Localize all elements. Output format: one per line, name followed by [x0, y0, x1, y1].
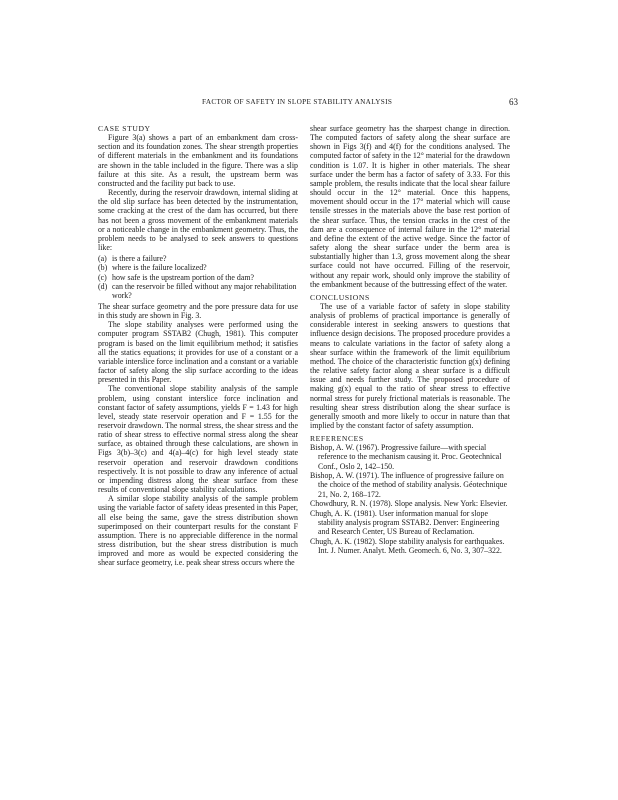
- right-column: [310, 124, 510, 556]
- question-item: (c) how safe is the upstream portion of the dam?: [98, 272, 254, 282]
- body-paragraph: A similar slope stability analysis of the sample problem using the variable factor of safety ideas presented in this Paper, all else being the same, gave the stress distribution shown superimposed on their counterpart results for the constant F assumption. There is no appreciable difference in the normal stress distribution, but the shear stress distribution is much improved and more as would be expected considering the shear surface geometry, i.e. peak shear stress occurs where the: [98, 494, 298, 568]
- body-paragraph: The shear surface geometry and the pore pressure data for use in this study are shown in Fig. 3.: [98, 301, 298, 321]
- body-paragraph: The conventional slope stability analysis of the sample problem, using constant interslice force inclination and constant factor of safety assumptions, yields F = 1.43 for high level, steady state reservoir operation and F = 1.55 for the reservoir drawdown. The normal stress, the shear stress and the ratio of shear stress to effective normal stress along the shear surface, as obtained through these calculations, are shown in Figs 3(b)–3(c) and 4(a)–4(c) for high level steady state reservoir operation and reservoir drawdown conditions respectively. It is not possible to draw any inference of actual or impending distress along the shear surface from these results of conventional slope stability calculations.: [98, 384, 298, 495]
- reference-item: Chugh, A. K. (1982). Slope stability analysis for earthquakes. Int. J. Numer. Analyt. Meth. Geomech. 6, No. 3, 307–322.: [310, 536, 505, 556]
- question-item: (b) where is the failure localized?: [98, 263, 207, 273]
- page-header: [98, 98, 518, 112]
- reference-item: Chugh, A. K. (1981). User information manual for slope stability analysis program SSTAB2. Denver: Engineering and Research Center, US Bureau of Reclamation.: [310, 508, 500, 537]
- page-number: 63: [509, 97, 518, 107]
- body-paragraph: Figure 3(a) shows a part of an embankment dam cross-section and its foundation zones. The shear strength properties of different materials in the embankment and its foundations are shown in the table included in the figure. There was a slip failure at this site. As a result, the upstream berm was constructed and the facility put back to use.: [98, 133, 298, 188]
- reference-list: [310, 443, 510, 555]
- references-heading: REFERENCES: [310, 434, 364, 444]
- reference-item: Bishop, A. W. (1967). Progressive failure—with special reference to the mechanism causing it. Proc. Geotechnical Conf., Oslo 2, 142–150.: [310, 443, 502, 471]
- conclusions-heading: CONCLUSIONS: [310, 292, 370, 302]
- running-title: FACTOR OF SAFETY IN SLOPE STABILITY ANALYSIS: [202, 98, 393, 106]
- reference-item: Chowdhury, R. N. (1978). Slope analysis. New York: Elsevier.: [310, 499, 508, 509]
- reference-item: Bishop, A. W. (1971). The influence of progressive failure on the choice of the method of stability analysis. Géotechnique 21, No. 2, 168–172.: [310, 471, 508, 499]
- body-paragraph: Recently, during the reservoir drawdown, internal sliding at the old slip surface has been detected by the instrumentation, some cracking at the crest of the dam has occurred, but there has not been a gross movement of the embankment materials or a noticeable change in the embankment geometry. Thus, the problem needs to be analysed to seek answers to questions like:: [98, 188, 298, 253]
- left-column: [98, 124, 298, 568]
- body-paragraph: shear surface geometry has the sharpest change in direction. The computed factors of safety along the shear surface are shown in Figs 3(f) and 4(f) for the conditions analysed. The computed factor of safety in the 12° material for the drawdown condition is 1.07. It is higher in other materials. The shear surface under the berm has a factor of safety of 3.33. For this sample problem, the results indicate that the local shear failure should occur in the 12° material. Once this happens, movement should occur in the 17° material which will cause tensile stresses in the materials above the base rest portion of the shear surface. Thus, the tension cracks in the crest of the dam are a consequence of internal failure in the 12° material and define the extent of the active wedge. Since the factor of safety along the shear surface under the berm area is substantially higher than 1.3, gross movement along the shear surface could not have occurred. Filling of the reservoir, without any repair work, should only improve the stability of the embankment because of the buttressing effect of the water.: [310, 124, 510, 289]
- case-study-heading: CASE STUDY: [98, 124, 151, 133]
- question-list: [98, 254, 298, 300]
- question-item: (a) is there a failure?: [98, 254, 167, 264]
- question-item: (d) can the reservoir be filled without any major rehabilitation work?: [98, 281, 297, 300]
- body-paragraph: The slope stability analyses were performed using the computer program SSTAB2 (Chugh, 1981). This computer program is based on the limit equilibrium method; it satisfies all the statics equations; it provides for use of a constant or a variable interslice force inclination and a constant or a variable factor of safety along the slip surface according to the ideas presented in this Paper.: [98, 320, 298, 385]
- body-paragraph: The use of a variable factor of safety in slope stability analysis of problems of practical importance is generally of considerable interest in seeking answers to questions that influence design decisions. The proposed procedure provides a means to calculate variations in the factor of safety along a shear surface within the framework of the limit equilibrium method. The choice of the characteristic function g(x) defining the relative safety factor along a shear surface is a difficult issue and needs further study. The proposed procedure of making g(x) equal to the ratio of shear stress to effective normal stress for purely frictional materials is reasonable. The resulting shear stress distribution along the shear surface is generally smooth and more likely to occur in nature than that implied by the constant factor of safety assumption.: [310, 301, 510, 430]
